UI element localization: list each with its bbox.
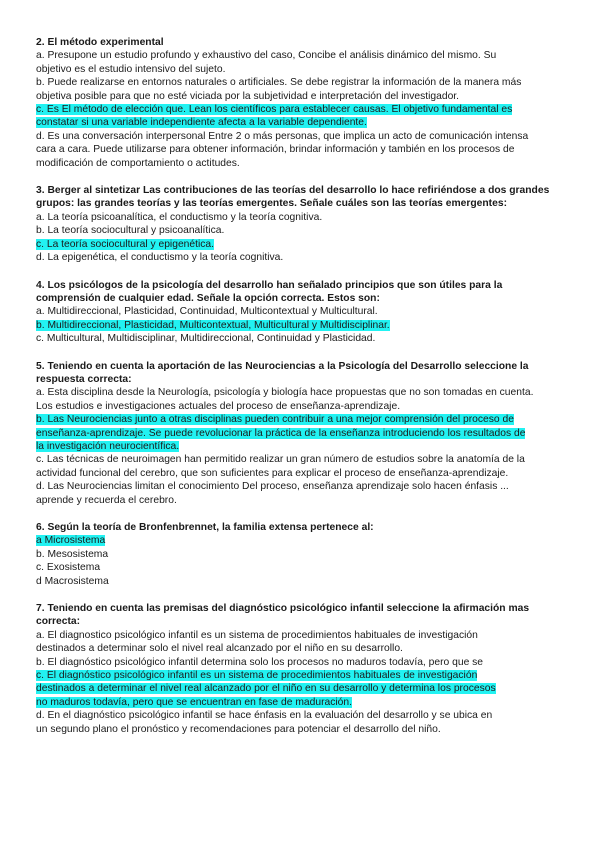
answer-option xyxy=(36,386,560,413)
answer-option-line: b. Mesosistema xyxy=(36,548,109,560)
question-title-line: 2. El método experimental xyxy=(36,37,164,48)
question-block xyxy=(36,602,560,736)
answer-option-line: a Microsistema xyxy=(36,535,106,547)
answer-option-line: actividad funcional del cerebro, que son suficientes para explicar el proceso de enseñanza-aprendizaje. xyxy=(36,467,509,479)
answer-option-line: b. El diagnóstico psicológico infantil determina solo los procesos no maduros todavía, pero que se xyxy=(36,656,484,668)
question-block xyxy=(36,36,560,170)
question-title-line: 6. Según la teoría de Bronfenbrennet, la familia extensa pertenece al: xyxy=(36,522,374,533)
question-title xyxy=(36,36,560,49)
answer-option xyxy=(36,480,560,507)
question-title-line: grupos: las grandes teorías y las teorías emergentes. Señale cuáles son las teorías emergentes: xyxy=(36,198,507,210)
answer-option-line: d. Es una conversación interpersonal Entre 2 o más personas, que implica un acto de comunicación intensa xyxy=(36,130,529,142)
question-title xyxy=(36,360,560,387)
answer-option-line: d Macrosistema xyxy=(36,575,109,587)
answer-option-line: a. La teoría psicoanalítica, el conductismo y la teoría cognitiva. xyxy=(36,211,323,223)
question-block xyxy=(36,184,560,264)
answer-option-line: destinados a determinar solo el nivel real alcanzado por el niño en su desarrollo. xyxy=(36,643,403,655)
answer-option xyxy=(36,656,560,669)
answer-option-line: aprende y recuerda el cerebro. xyxy=(36,494,177,506)
question-title xyxy=(36,521,560,534)
answer-option-line: no maduros todavía, pero que se encuentran en fase de maduración. xyxy=(36,696,352,708)
answer-option-selected xyxy=(36,669,560,709)
answer-option xyxy=(36,130,560,170)
answer-option xyxy=(36,561,560,574)
answer-option-line: un segundo plano el pronóstico y recomendaciones para potenciar el desarrollo del niño. xyxy=(36,723,441,735)
answer-option xyxy=(36,709,560,736)
question-title xyxy=(36,602,560,629)
answer-option-line: modificación de comportamiento o actitudes. xyxy=(36,157,240,169)
answer-option-line: d. En el diagnóstico psicológico infantil se hace énfasis en la evaluación del desarrollo y se ubica en xyxy=(36,710,493,722)
answer-option-line: destinados a determinar el nivel real alcanzado por el niño en su desarrollo y determina los procesos xyxy=(36,683,496,695)
answer-option xyxy=(36,629,560,656)
answer-option-line: la investigación neurocientífica. xyxy=(36,440,180,452)
answer-option-line: c. La teoría sociocultural y epigenética. xyxy=(36,238,215,250)
answer-option-line: b. La teoría sociocultural y psicoanalítica. xyxy=(36,225,225,237)
answer-option xyxy=(36,548,560,561)
answer-option-line: b. Multidireccional, Plasticidad, Multicontextual, Multicultural y Multidisciplinar. xyxy=(36,319,390,331)
question-title-line: 4. Los psicólogos de la psicología del desarrollo han señalado principios que son útiles para la xyxy=(36,279,503,291)
answer-option xyxy=(36,76,560,103)
answer-option xyxy=(36,305,560,318)
answer-option-line: c. El diagnóstico psicológico infantil es un sistema de procedimientos habituales de investigación xyxy=(36,670,478,682)
question-title-line: 3. Berger al sintetizar Las contribuciones de las teorías del desarrollo lo hace refiriéndose a dos grandes xyxy=(36,185,550,197)
answer-option-line: b. Las Neurociencias junto a otras disciplinas pueden contribuir a una mejor comprensión del proceso de xyxy=(36,414,514,426)
answer-option-line: d. La epigenética, el conductismo y la teoría cognitiva. xyxy=(36,252,284,264)
answer-option-line: a. Esta disciplina desde la Neurología, psicología y biología hace propuestas que no son tomadas en cuenta. xyxy=(36,387,534,399)
answer-option-selected xyxy=(36,103,560,130)
answer-option xyxy=(36,49,560,76)
answer-option-line: c. Multicultural, Multidisciplinar, Multidireccional, Continuidad y Plasticidad. xyxy=(36,333,376,345)
answer-option-line: a. El diagnostico psicológico infantil es un sistema de procedimientos habituales de investigación xyxy=(36,629,478,641)
answer-option-selected xyxy=(36,534,560,547)
answer-option-selected xyxy=(36,238,560,251)
answer-option-line: constatar si una variable independiente afecta a la variable dependiente. xyxy=(36,117,367,129)
answer-option xyxy=(36,332,560,345)
answer-option-line: cara a cara. Puede utilizarse para obtener información, brindar información y también en los procesos de xyxy=(36,144,515,156)
answer-option-line: c. Exosistema xyxy=(36,562,101,574)
answer-option-line: c. Es El método de elección que. Lean los científicos para establecer causas. El objetivo fundamental es xyxy=(36,104,513,116)
question-title xyxy=(36,279,560,306)
answer-option-line: enseñanza-aprendizaje. Se puede revolucionar la práctica de la enseñanza introduciendo los resultados de xyxy=(36,427,526,439)
answer-option-selected xyxy=(36,413,560,453)
answer-option-line: Los estudios e investigaciones actuales del proceso de enseñanza-aprendizaje. xyxy=(36,400,401,412)
answer-option xyxy=(36,575,560,588)
answer-option xyxy=(36,211,560,224)
answer-option-line: objetivo es el estudio intensivo del sujeto. xyxy=(36,63,226,75)
question-title-line: 7. Teniendo en cuenta las premisas del diagnóstico psicológico infantil seleccione la afirmación mas xyxy=(36,603,530,615)
question-title-line: comprensión de cualquier edad. Señale la opción correcta. Estos son: xyxy=(36,292,380,304)
answer-option xyxy=(36,251,560,264)
question-block xyxy=(36,360,560,507)
question-title-line: correcta: xyxy=(36,616,81,628)
answer-option-line: c. Las técnicas de neuroimagen han permitido realizar un gran número de estudios sobre la anatomía de la xyxy=(36,454,525,466)
question-block xyxy=(36,521,560,588)
answer-option-line: d. Las Neurociencias limitan el conocimiento Del proceso, enseñanza aprendizaje solo hacen énfasis ... xyxy=(36,481,509,493)
answer-option xyxy=(36,224,560,237)
question-title-line: respuesta correcta: xyxy=(36,373,132,385)
answer-option-line: b. Puede realizarse en entornos naturales o artificiales. Se debe registrar la información de la manera más xyxy=(36,77,522,89)
answer-option xyxy=(36,453,560,480)
question-title xyxy=(36,184,560,211)
answer-option-line: a. Presupone un estudio profundo y exhaustivo del caso, Concibe el análisis dinámico del mismo. Su xyxy=(36,50,497,62)
answer-option-line: objetiva posible para que no esté viciada por la subjetividad e interpretación del investigador. xyxy=(36,90,460,102)
question-block xyxy=(36,279,560,346)
answer-option-selected xyxy=(36,319,560,332)
answer-option-line: a. Multidireccional, Plasticidad, Continuidad, Multicontextual y Multicultural. xyxy=(36,306,378,318)
question-title-line: 5. Teniendo en cuenta la aportación de las Neurociencias a la Psicología del Desarrollo seleccione la xyxy=(36,360,529,372)
